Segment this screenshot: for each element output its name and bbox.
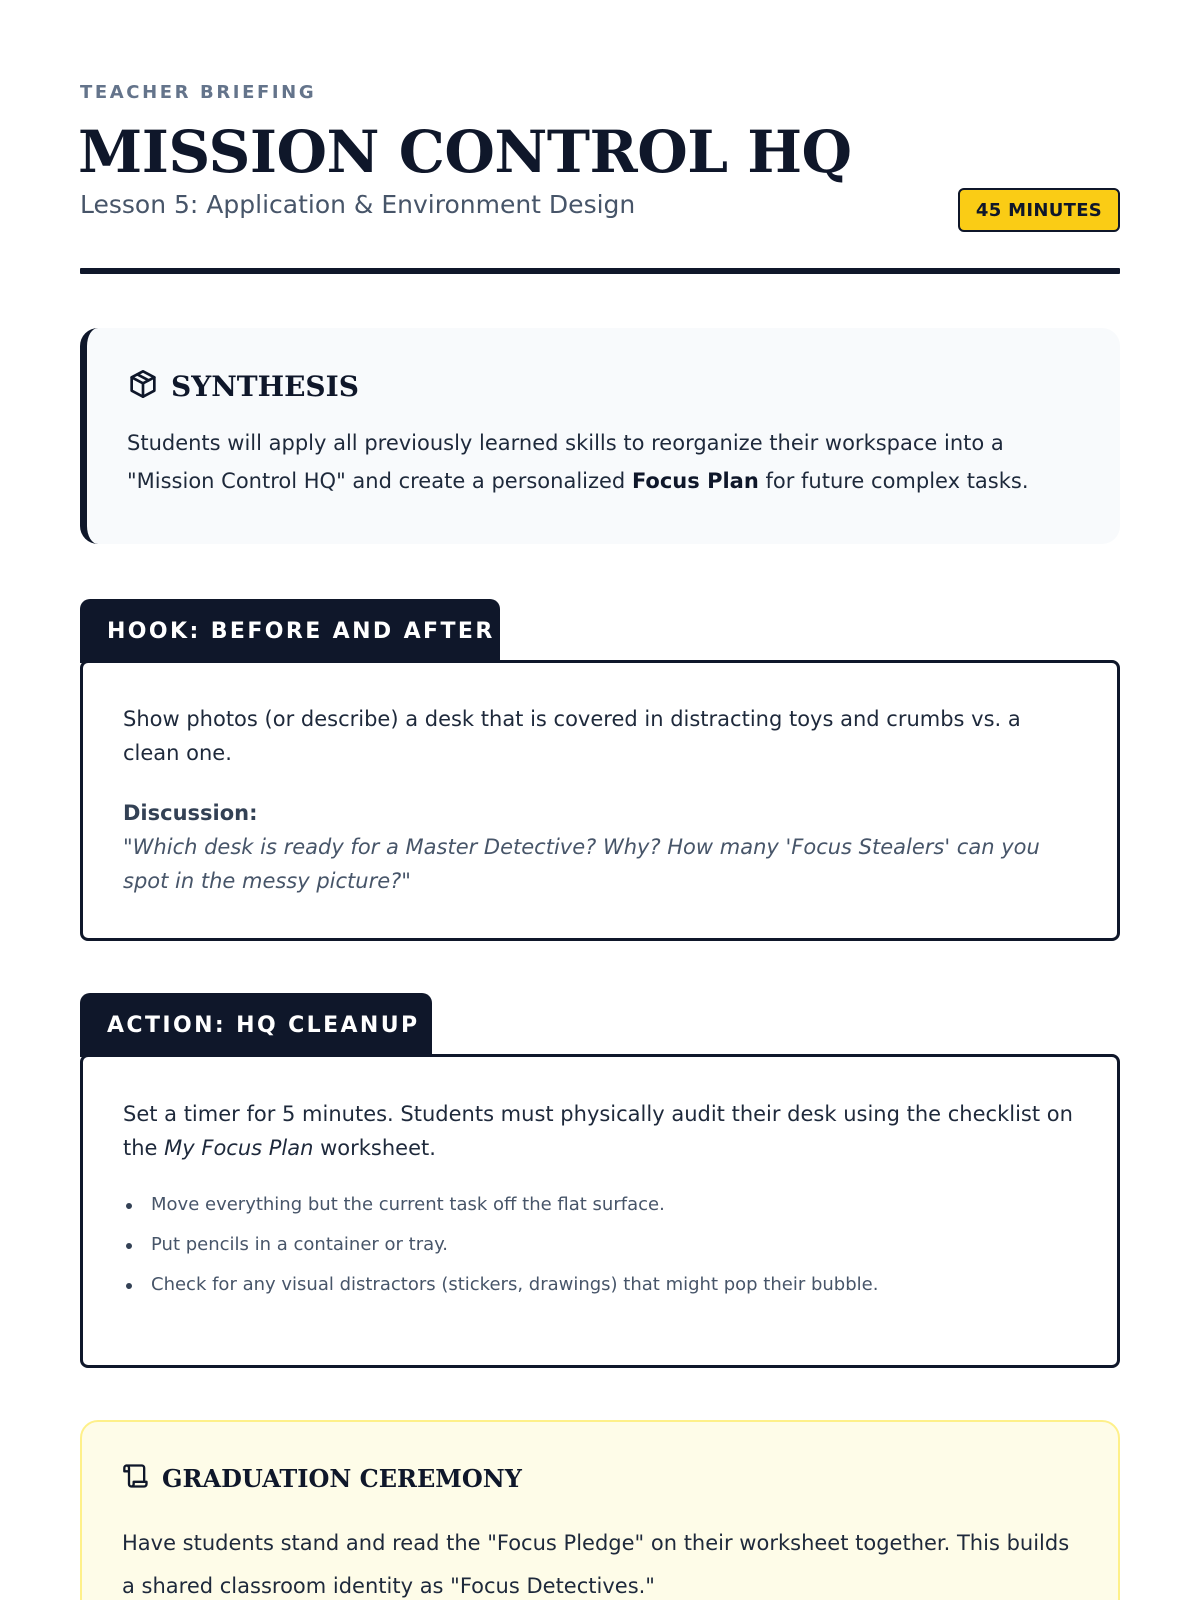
graduation-text: Have students stand and read the "Focus Pledge" on their worksheet together. This builds a shared classroom identity as "Focus Detectives." — [122, 1531, 1070, 1598]
synthesis-panel — [80, 328, 1120, 544]
synthesis-heading: SYNTHESIS — [171, 369, 359, 403]
hook-section-tab: HOOK: BEFORE AND AFTER — [80, 599, 500, 663]
list-item: Check for any visual distractors (stickers, drawings) that might pop their bubble. — [123, 1265, 1077, 1305]
header-divider — [80, 268, 1120, 274]
discussion-quote: "Which desk is ready for a Master Detective? Why? How many 'Focus Stealers' can you spot in the messy picture?" — [123, 835, 1040, 893]
list-item: Put pencils in a container or tray. — [123, 1225, 1077, 1265]
cleanup-checklist — [123, 1185, 1077, 1305]
scroll-icon — [122, 1462, 150, 1494]
list-item: Move everything but the current task off the flat surface. — [123, 1185, 1077, 1225]
graduation-header — [122, 1462, 1078, 1494]
page-subtitle: Lesson 5: Application & Environment Design — [80, 190, 636, 219]
duration-badge: 45 MINUTES — [958, 188, 1120, 232]
graduation-panel — [80, 1420, 1120, 1600]
discussion-label: Discussion: — [123, 801, 258, 825]
hook-description: Show photos (or describe) a desk that is covered in distracting toys and crumbs vs. a clean one. — [123, 707, 1021, 765]
page-kicker: TEACHER BRIEFING — [80, 82, 317, 103]
cube-icon — [127, 368, 159, 404]
page-title: MISSION CONTROL HQ — [78, 118, 852, 186]
synthesis-header — [127, 368, 1080, 404]
action-card — [80, 1054, 1120, 1368]
action-section-tab: ACTION: HQ CLEANUP — [80, 993, 432, 1057]
worksheet-title: My Focus Plan — [164, 1136, 314, 1160]
focus-plan-emphasis: Focus Plan — [631, 469, 759, 493]
hook-card — [80, 660, 1120, 941]
graduation-heading: GRADUATION CEREMONY — [162, 1463, 522, 1493]
action-description: Set a timer for 5 minutes. Students must physically audit their desk using the checklist on the My Focus Plan worksheet. — [123, 1102, 1073, 1160]
synthesis-text: Students will apply all previously learned skills to reorganize their workspace into a "Mission Control HQ" and create a personalized Focus Plan for future complex tasks. — [127, 431, 1029, 493]
